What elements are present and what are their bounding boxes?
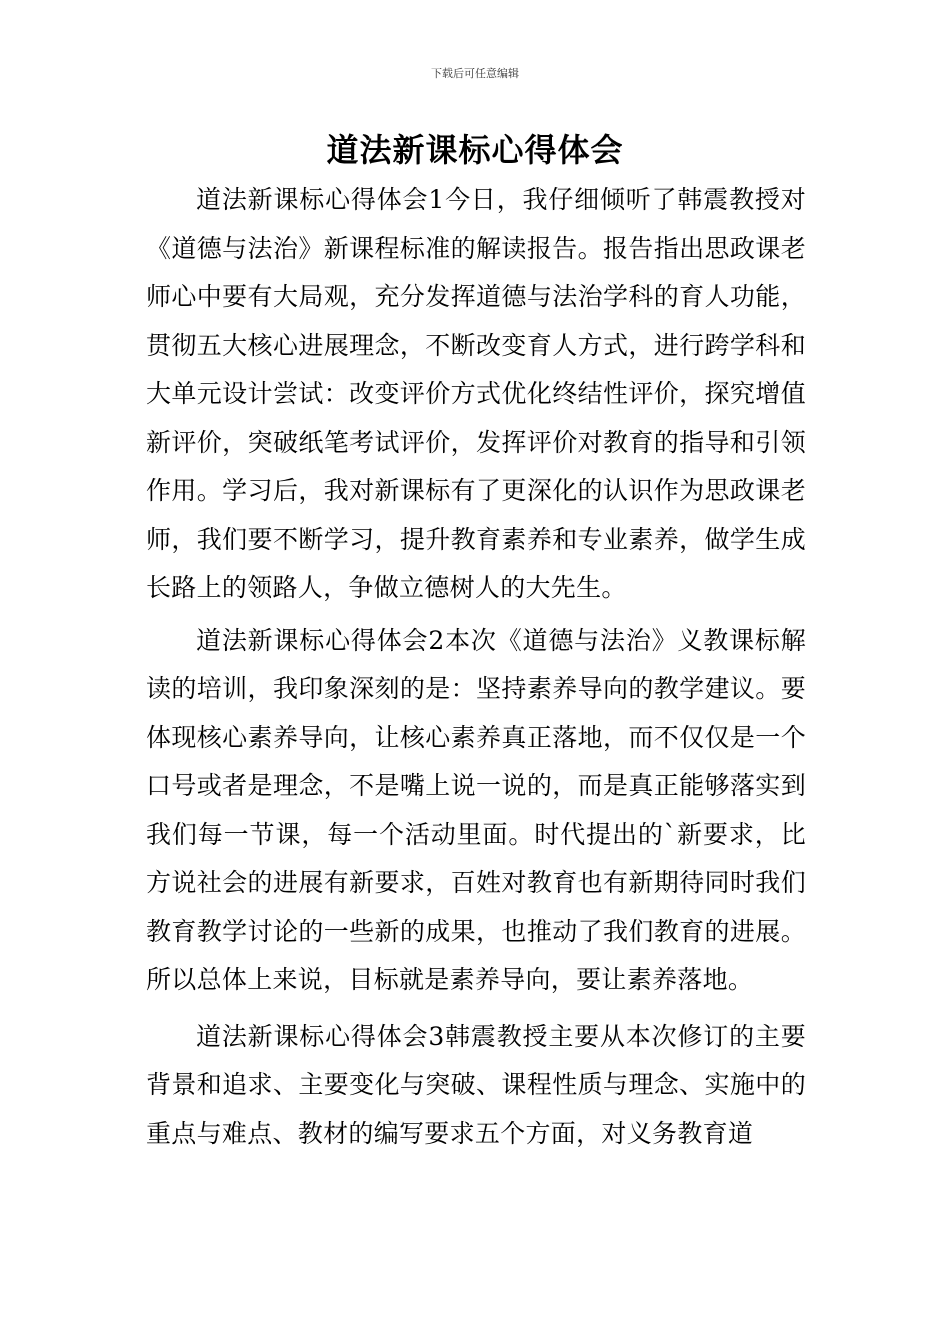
document-body xyxy=(146,176,806,1158)
paragraph-2: 道法新课标心得体会2本次《道德与法治》义教课标解读的培训，我印象深刻的是：坚持素养导向的教学建议。要体现核心素养导向，让核心素养真正落地，而不仅仅是一个口号或者是理念，不是嘴上说一说的，而是真正能够落实到我们每一节课，每一个活动里面。时代提出的`新要求，比方说社会的进展有新要求，百姓对教育也有新期待同时我们教育教学讨论的一些新的成果，也推动了我们教育的进展。所以总体上来说，目标就是素养导向，要让素养落地。 xyxy=(146,625,806,994)
paragraph-3: 道法新课标心得体会3韩震教授主要从本次修订的主要背景和追求、主要变化与突破、课程性质与理念、实施中的重点与难点、教材的编写要求五个方面，对义务教育道 xyxy=(146,1021,806,1148)
paragraph-1: 道法新课标心得体会1今日，我仔细倾听了韩震教授对《道德与法治》新课程标准的解读报告。报告指出思政课老师心中要有大局观，充分发挥道德与法治学科的育人功能，贯彻五大核心进展理念，不断改变育人方式，进行跨学科和大单元设计尝试：改变评价方式优化终结性评价，探究增值新评价，突破纸笔考试评价，发挥评价对教育的指导和引领作用。学习后，我对新课标有了更深化的认识作为思政课老师，我们要不断学习，提升教育素养和专业素养，做学生成长路上的领路人，争做立德树人的大先生。 xyxy=(146,185,806,602)
header-note: 下载后可任意编辑 xyxy=(431,67,519,80)
document-title: 道法新课标心得体会 xyxy=(326,131,624,169)
